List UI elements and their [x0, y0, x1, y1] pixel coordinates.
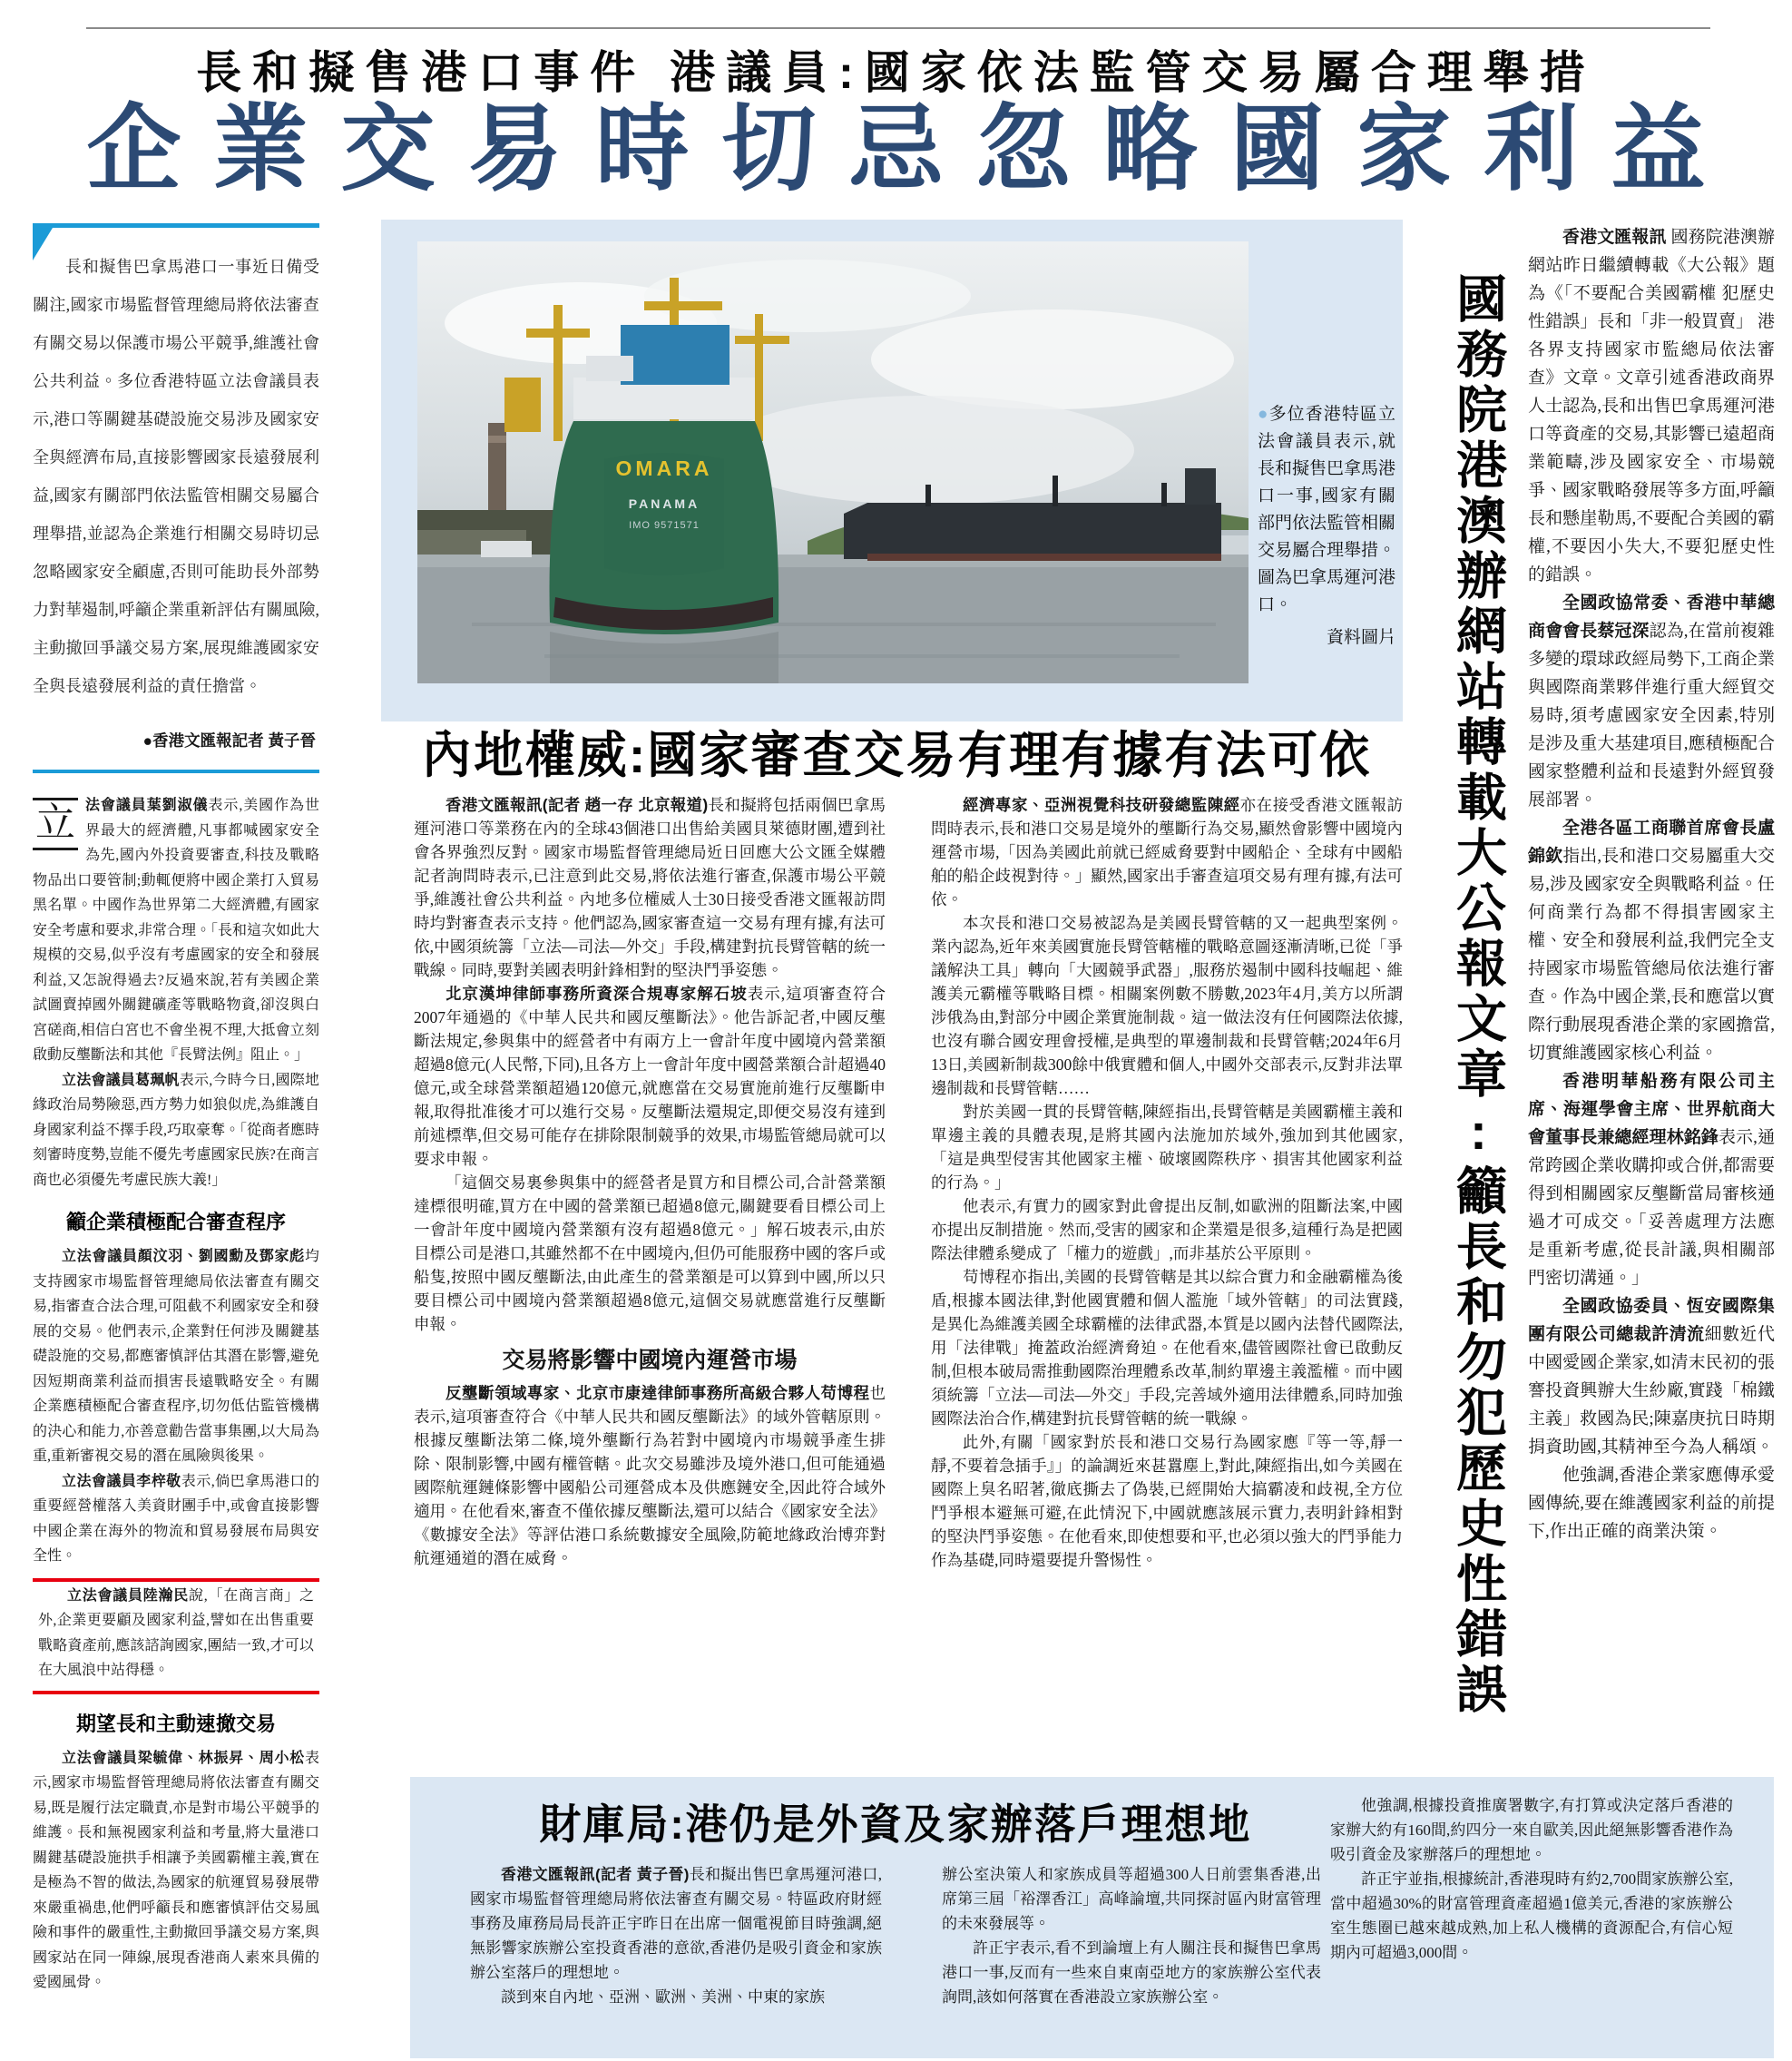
harbor-photo [417, 241, 1249, 683]
paragraph: 立 法會議員葉劉淑儀表示,美國作為世界最大的經濟體,凡事都喊國家安全為先,國內外投資要審查,科技及戰略物品出口要管制;動輒便將中國企業打入貿易黑名單。中國作為世界第二大經濟體,有國家安全考慮和要求,非常合理。「長和這次如此大規模的交易,似乎沒有考慮國家的安全和發展利益,又怎說得過去?反過來說,若有美國企業試圖賣掉國外關鍵礦產等戰略物資,卻沒與白宮磋商,相信白宮也不會坐視不理,大抵會立刻啟動反壟斷法和其他『長臂法例』阻止。」 [33, 798, 319, 1063]
paragraph: 立法會議員葛珮帆表示,今時今日,國際地緣政治局勢險惡,西方勢力如狼似虎,為維護自身國家利益不擇手段,巧取豪奪。「從商者應時刻審時度勢,豈能不優先考慮國家民族?在商言商也必須優先考慮民族大義!」 [33, 1072, 319, 1188]
drop-cap: 立 [33, 798, 78, 850]
left-commentary-column [33, 223, 319, 2049]
top-divider-rule [86, 27, 1710, 29]
containers [621, 325, 730, 385]
intro-top-rule [33, 223, 319, 228]
speaker-name: 立法會議員陸瀚民 [67, 1587, 189, 1604]
paragraph: 他強調,根據投資推廣署數字,有打算或決定落戶香港的家辦大約有160間,約四分一來自歐美,因此絕無影響香港作為吸引資金及家辦落戶的理想地。 [1330, 1797, 1733, 1863]
speaker-name: 香港明華船務有限公司主席、海運學會主席、世界航商大會董事長兼總經理林銘鋒 [1528, 1072, 1775, 1147]
speaker-name: 法會議員葉劉淑儀 [85, 798, 209, 813]
paragraph: 全國政協委員、恆安國際集團有限公司總裁許清流細數近代中國愛國企業家,如清末民初的張謇投資興辦大生紗廠,實踐「棉鐵主義」救國為民;陳嘉庚抗日時期捐資助國,其精神至今為人稱頌。 [1528, 1297, 1775, 1457]
section-subhead: 交易將影響中國境內運營市場 [502, 1348, 798, 1373]
speaker-name: 全港各區工商聯首席會長盧錦欽 [1528, 819, 1775, 866]
bottom-article-panel [410, 1777, 1774, 2058]
kicker-headline: 長和擬售港口事件 港議員:國家依法監管交易屬合理舉措 [196, 47, 1596, 98]
ship-name-label: OMARA [615, 456, 713, 480]
photo-credit: 資料圖片 [1326, 628, 1395, 647]
speaker-name: 北京漢坤律師事務所資深合規專家解石坡 [446, 985, 748, 1003]
paragraph: 本次長和港口交易被認為是美國長臂管轄的又一起典型案例。業內認為,近年來美國實施長臂管轄權的戰略意圖逐漸清晰,已從「爭議解決工具」轉向「大國競爭武器」,服務於遏制中國科技崛起、維護美元霸權等戰略目標。相關案例數不勝數,2023年4月,美方以所謂涉俄為由,對部分中國企業實施制裁。這一做法沒有任何國際法依據,也沒有聯合國安理會授權,是典型的單邊制裁和長臂管轄;2024年6月13日,美國新制裁300餘中俄實體和個人,中國外交部表示,反對非法單邊制裁和長臂管轄…… [931, 914, 1403, 1097]
photo-caption [1258, 401, 1395, 652]
speaker-name: 立法會議員葛珮帆 [62, 1072, 180, 1088]
water [417, 555, 1249, 683]
paragraph: 他表示,有實力的國家對此會提出反制,如歐洲的阻斷法案,中國亦提出反制措施。然而,受害的國家和企業還是很多,這種行為是把國際法律體系變成了「權力的遊戲」,而非基於公平原則。 [931, 1197, 1403, 1262]
intro-paragraph: 長和擬售巴拿馬港口一事近日備受關注,國家市場監督管理總局將依法審查有關交易以保護市場公平競爭,維護社會公共利益。多位香港特區立法會議員表示,港口等關鍵基礎設施交易涉及國家安全與經濟布局,直接影響國家長遠發展利益,國家有關部門依法監管相關交易屬合理舉措,並認為企業進行相關交易時切忌忽略國家安全顧慮,否則可能助長外部勢力對華遏制,呼籲企業重新評估有關風險,主動撤回爭議交易方案,展現維護國家安全與長遠發展利益的責任擔當。 [33, 258, 319, 695]
corner-triangle-decoration [33, 228, 53, 260]
paragraph: 辦公室決策人和家族成員等超過300人日前雲集香港,出席第三屆「裕澤香江」高峰論壇,共同探討區內財富管理的未來發展等。 [942, 1866, 1321, 1932]
dateline: 香港文匯報訊(記者 黃子晉) [501, 1866, 690, 1883]
speaker-name: 立法會議員梁毓偉、林振昇、周小松 [62, 1750, 305, 1766]
right-article-column [1528, 223, 1775, 1768]
bottom-article-column-2 [942, 1862, 1321, 2046]
paragraph: 立法會議員李梓敬表示,倘巴拿馬港口的重要經營權落入美資財團手中,或會直接影響中國企業在海外的物流和貿易發展布局與安全性。 [33, 1473, 319, 1564]
paragraph: 談到來自內地、亞洲、歐洲、美洲、中東的家族 [501, 1988, 825, 2006]
speaker-name: 全國政協常委、香港中華總商會會長蔡冠深 [1528, 594, 1775, 641]
dateline: 香港文匯報訊(記者 趙一存 北京報道) [446, 796, 709, 814]
paragraph: 苟博程亦指出,美國的長臂管轄是其以綜合實力和金融霸權為後盾,根據本國法律,對他國實體和個人濫施「域外管轄」的司法實踐,是異化為維護美國全球霸權的法律武器,本質是以國內法替代國際法,用「法律戰」掩蓋政治經濟脅迫。在他看來,儘管國際社會已啟動反制,但根本破局需推動國際治理體系改革,制約單邊主義濫權。而中國須統籌「立法—司法—外交」手段,完善域外適用法律體系,同時加強國際法治合作,構建對抗長臂管轄的統一戰線。 [931, 1268, 1403, 1428]
dateline: 香港文匯報訊 [1562, 228, 1667, 247]
paragraph: 香港文匯報訊(記者 趙一存 北京報道)長和擬將包括兩個巴拿馬運河港口等業務在內的全球43個港口出售給美國貝萊德財團,遭到社會各界強烈反對。國家市場監督管理總局近日回應大公文匯全媒體記者詢問時表示,已注意到此交易,將依法進行審查,保護市場公平競爭,維護社會公共利益。內地多位權威人士30日接受香港文匯報訪問時均對審查表示支持。他們認為,國家審查這一交易有理有據,有法可依,中國須統籌「立法—司法—外交」手段,構建對抗長臂管轄的統一戰線。同時,要對美國表明針鋒相對的堅決鬥爭姿態。 [414, 796, 886, 979]
paragraph: 全港各區工商聯首席會長盧錦欽指出,長和港口交易屬重大交易,涉及國家安全與戰略利益。任何商業行為都不得損害國家主權、安全和發展利益,我們完全支持國家市場監管總局依法進行審查。作為中國企業,長和應當以實際行動展現香港企業的家國擔當,切實維護國家核心利益。 [1528, 819, 1775, 1063]
vertical-headline: 國務院港澳辦網站轉載大公報文章:籲長和勿犯歷史性錯誤 [1450, 272, 1507, 1718]
highlighted-quote-box [33, 1578, 319, 1694]
bullet-icon: ● [142, 731, 153, 750]
cyan-divider-rule [33, 770, 319, 773]
paragraph: 香港明華船務有限公司主席、海運學會主席、世界航商大會董事長兼總經理林銘鋒表示,通常跨國企業收購抑或合併,都需要得到相關國家反壟斷當局審核通過才可成交。「妥善處理方法應是重新考慮,從長計議,與相關部門密切溝通。」 [1528, 1072, 1775, 1288]
paragraph: 此外,有關「國家對於長和港口交易行為國家應『等一等,靜一靜,不要着急插手』」的論調近來甚囂塵上,對此,陳經指出,如今美國在國際上臭名昭著,徹底撕去了偽裝,已經開始大搞霸凌和歧視,全方位鬥爭根本避無可避,在此情況下,中國就應該展示實力,表明針鋒相對的堅決鬥爭姿態。在他看來,即使想要和平,也必須以強大的鬥爭能力作為基礎,同時還要提升警惕性。 [931, 1433, 1403, 1569]
center-article-column-2 [931, 793, 1403, 1773]
paragraph: 北京漢坤律師事務所資深合規專家解石坡表示,這項審查符合2007年通過的《中華人民共和國反壟斷法》。他告訴記者,中國反壟斷法規定,參與集中的經營者中有兩方上一會計年度中國境內營業額超過8億元(人民幣,下同),且各方上一會計年度中國營業額合計超過40億元,或全球營業額超過120億元,就應當在交易實施前進行反壟斷申報,取得批准後才可以進行交易。反壟斷法還規定,即便交易沒有達到前述標準,但交易可能存在排除限制競爭的效果,市場監管總局就可以要求申報。 [414, 985, 886, 1168]
paragraph: 「這個交易裏參與集中的經營者是買方和目標公司,合計營業額達標很明確,買方在中國的營業額已超過8億元,關鍵要看目標公司上一會計年度中國境內營業額有沒有超過8億元。」解石坡表示,由於目標公司是港口,其雖然都不在中國境內,但仍可能服務中國的客戶或船隻,按照中國反壟斷法,由此產生的營業額是可以算到中國,所以只要目標公司中國境內營業額超過8億元,這個交易就應當進行反壟斷申報。 [414, 1173, 886, 1333]
bullet-icon: ● [1258, 405, 1269, 424]
ship-registry-label: PANAMA [628, 496, 700, 511]
speaker-name: 立法會議員李梓敬 [62, 1473, 181, 1489]
bottom-article-column-3 [1330, 1793, 1733, 2047]
paragraph: 立法會議員陸瀚民說,「在商言商」之外,企業更要顧及國家利益,譬如在出售重要戰略資產前,應該諮詢國家,團結一致,才可以在大風浪中站得穩。 [38, 1587, 314, 1678]
paragraph: 許正宇表示,看不到論壇上有人關注長和擬售巴拿馬港口一事,反而有一些來自東南亞地方的家族辦公室代表詢問,該如何落實在香港設立家族辦公室。 [942, 1939, 1321, 2006]
paragraph: 香港文匯報訊(記者 黃子晉)長和擬出售巴拿馬運河港口,國家市場監督管理總局將依法審查有關交易。特區政府財經事務及庫務局局長許正宇昨日在出席一個電視節目時強調,絕無影響家族辦公室投資香港的意欲,香港仍是吸引資金和家族辦公室落戶的理想地。 [470, 1866, 882, 1981]
section-subhead: 期望長和主動速撤交易 [75, 1712, 276, 1735]
speaker-name: 經濟專家、亞洲視覺科技研發總監陳經 [963, 796, 1240, 814]
main-headline: 企業交易時切忌忽略國家利益 [86, 98, 1738, 202]
center-article-column-1 [414, 793, 886, 1773]
speaker-name: 全國政協委員、恆安國際集團有限公司總裁許清流 [1528, 1297, 1775, 1344]
paragraph: 立法會議員梁毓偉、林振昇、周小松表示,國家市場監督管理總局將依法審查有關交易,既是履行法定職責,亦是對市場公平競爭的維護。長和無視國家利益和考量,將大量港口關鍵基礎設施拱手相讓予美國霸權主義,實在是極為不智的做法,為國家的航運貿易發展帶來嚴重禍患,他們呼籲長和應審慎評估交易風險和事件的嚴重性,主動撤回爭議交易方案,與國家站在同一陣線,展現香港商人素來具備的愛國風骨。 [33, 1750, 319, 1990]
paragraph: 他強調,香港企業家應傳承愛國傳統,要在維護國家利益的前提下,作出正確的商業決策。 [1528, 1466, 1775, 1541]
byline-text: 香港文匯報記者 黃子晉 [152, 731, 316, 750]
speaker-name: 立法會議員顏汶羽、劉國勳及鄧家彪 [62, 1249, 305, 1264]
speaker-name: 反壟斷領域專家、北京市康達律師事務所高級合夥人苟博程 [446, 1384, 870, 1402]
ship-imo-label: IMO 9571571 [629, 520, 700, 531]
paragraph: 對於美國一貫的長臂管轄,陳經指出,長臂管轄是美國霸權主義和單邊主義的具體表現,是將其國內法施加於域外,強加到其他國家,「這是典型侵害其他國家主權、破壞國際秩序、損害其他國家利益的行為。」 [931, 1103, 1403, 1192]
center-article-headline: 內地權威:國家審查交易有理有據有法可依 [421, 727, 1372, 783]
bottom-article-column-1 [470, 1862, 882, 2046]
small-boat [481, 541, 532, 557]
photo-panel [381, 220, 1403, 721]
section-subhead: 籲企業積極配合審查程序 [65, 1211, 286, 1233]
paragraph: 香港文匯報訊 國務院港澳辦網站昨日繼續轉載《大公報》題為《「不要配合美國霸權 犯歷史性錯誤」長和「非一般買賣」 港各界支持國家市監總局依法審查》文章。文章引述香港政商界人士認為,長和出售巴拿馬運河港口等資產的交易,其影響已遠超商業範疇,涉及國家安全、市場競爭、國家戰略發展等多方面,呼籲長和懸崖勒馬,不要配合美國的霸權,不要因小失大,不要犯歷史性的錯誤。 [1528, 228, 1775, 584]
paragraph: 經濟專家、亞洲視覺科技研發總監陳經亦在接受香港文匯報訪問時表示,長和港口交易是境外的壟斷行為交易,顯然會影響中國境內運營市場,「因為美國此前就已經威脅要對中國船企、全球有中國船舶的船企歧視對待。」顯然,國家出手審查這項交易有理有據,有法可依。 [931, 796, 1403, 908]
paragraph: 立法會議員顏汶羽、劉國勳及鄧家彪均支持國家市場監督管理總局依法審查有關交易,指審查合法合理,可阻截不利國家安全和發展的交易。他們表示,企業對任何涉及關鍵基礎設施的交易,都應審慎評估其潛在影響,避免因短期商業利益而損害長遠戰略安全。有關企業應積極配合審查程序,切勿低估監管機構的決心和能力,亦善意勸告當事集團,以大局為重,重新審視交易的潛在風險與後果。 [33, 1249, 319, 1464]
paragraph: 反壟斷領域專家、北京市康達律師事務所高級合夥人苟博程也表示,這項審查符合《中華人民共和國反壟斷法》的域外管轄原則。根據反壟斷法第二條,境外壟斷行為若對中國境內市場競爭產生排除、限制影響,中國有權管轄。此次交易雖涉及境外港口,但可能通過國際航運鏈條影響中國船公司運營成本及供應鏈安全,因此符合域外適用。在他看來,審查不僅依據反壟斷法,還可以結合《國家安全法》《數據安全法》等評估港口系統數據安全風險,防範地緣政治博弈對航運通道的潛在威脅。 [414, 1384, 886, 1567]
bottom-article-headline: 財庫局:港仍是外資及家辦落戶理想地 [539, 1801, 1252, 1848]
byline [33, 729, 316, 751]
paragraph: 全國政協常委、香港中華總商會會長蔡冠深認為,在當前複雜多變的環球政經局勢下,工商企業與國際商業夥伴進行重大經貿交易時,須考慮國家安全因素,特別是涉及重大基建項目,應積極配合國家整體利益和長遠對外經貿發展部署。 [1528, 594, 1775, 810]
paragraph: 許正宇並指,根據統計,香港現時有約2,700間家族辦公室,當中超過30%的財富管理資產超過1億美元,香港的家族辦公室生態圈已越來越成熟,加上私人機構的資源配合,有信心短期內可超過3,000間。 [1330, 1870, 1733, 1961]
caption-text: 多位香港特區立法會議員表示,就長和擬售巴拿馬港口一事,國家有關部門依法監管相關交易屬合理舉措。圖為巴拿馬運河港口。 [1258, 405, 1396, 614]
